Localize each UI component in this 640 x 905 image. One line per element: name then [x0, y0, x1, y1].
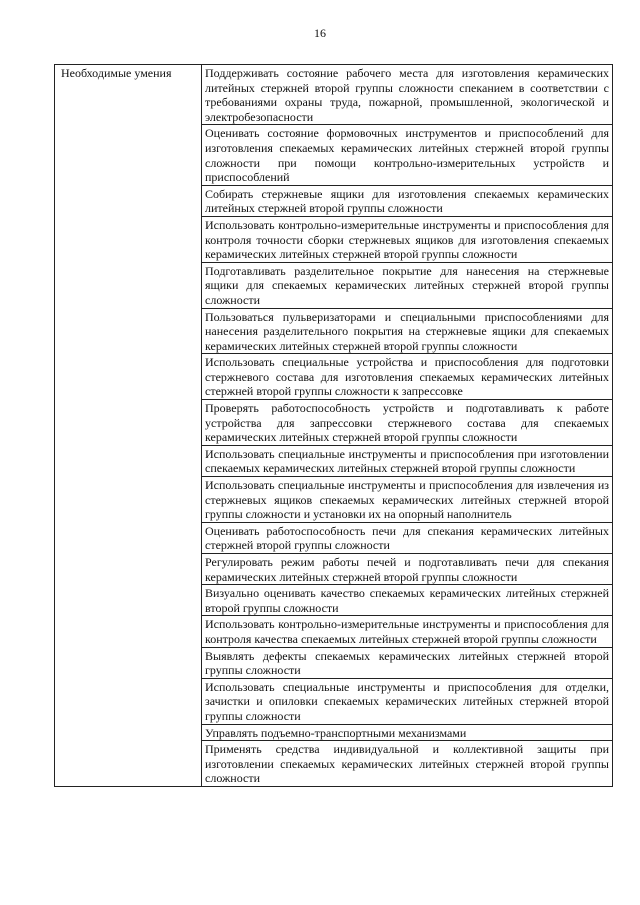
section-label: Необходимые умения: [55, 65, 202, 787]
skill-item: Применять средства индивидуальной и коллективной защиты при изготовлении спекаемых керамических литейных стержней второй группы сложности: [202, 741, 613, 787]
skill-item: Управлять подъемно-транспортными механизмами: [202, 724, 613, 741]
skill-item: Использовать контрольно-измерительные инструменты и приспособления для контроля качества спекаемых литейных стержней второй группы сложности: [202, 616, 613, 647]
skill-item: Использовать специальные инструменты и приспособления при изготовлении спекаемых керамических литейных стержней второй группы сложности: [202, 445, 613, 476]
skill-item: Оценивать состояние формовочных инструментов и приспособлений для изготовления спекаемых керамических литейных стержней второй группы сложности при помощи контрольно-измерительных устройств и приспособлений: [202, 125, 613, 185]
skill-item: Выявлять дефекты спекаемых керамических литейных стержней второй группы сложности: [202, 647, 613, 678]
skill-item: Использовать специальные инструменты и приспособления для отделки, зачистки и опиловки спекаемых керамических литейных стержней второй группы сложности: [202, 678, 613, 724]
skill-item: Оценивать работоспособность печи для спекания керамических литейных стержней второй группы сложности: [202, 522, 613, 553]
skill-item: Проверять работоспособность устройств и подготавливать к работе устройства для запрессовки стержневого состава для спекаемых керамических литейных стержней второй группы сложности: [202, 400, 613, 446]
skill-item: Использовать контрольно-измерительные инструменты и приспособления для контроля точности сборки стержневых ящиков для изготовления спекаемых керамических литейных стержней второй группы сложности: [202, 216, 613, 262]
table-row: [55, 65, 613, 125]
skill-item: Поддерживать состояние рабочего места для изготовления керамических литейных стержней второй группы сложности спеканием в соответствии с требованиями охраны труда, пожарной, промышленной, экологической и электробезопасности: [202, 65, 613, 125]
skill-item: Пользоваться пульверизаторами и специальными приспособлениями для нанесения разделительного покрытия на стержневые ящики для спекаемых керамических литейных стержней второй группы сложности: [202, 308, 613, 354]
skill-item: Подготавливать разделительное покрытие для нанесения на стержневые ящики для спекаемых керамических литейных стержней второй группы сложности: [202, 262, 613, 308]
skill-item: Визуально оценивать качество спекаемых керамических литейных стержней второй группы сложности: [202, 585, 613, 616]
skill-item: Регулировать режим работы печей и подготавливать печи для спекания керамических литейных стержней второй группы сложности: [202, 554, 613, 585]
skill-item: Собирать стержневые ящики для изготовления спекаемых керамических литейных стержней второй группы сложности: [202, 185, 613, 216]
page-number: 16: [314, 26, 326, 40]
skills-table: [54, 64, 613, 787]
skill-item: Использовать специальные инструменты и приспособления для извлечения из стержневых ящиков спекаемых керамических литейных стержней второй группы сложности и установки их на опорный наполнитель: [202, 477, 613, 523]
skill-item: Использовать специальные устройства и приспособления для подготовки стержневого состава для изготовления спекаемых керамических литейных стержней второй группы сложности к запрессовке: [202, 354, 613, 400]
